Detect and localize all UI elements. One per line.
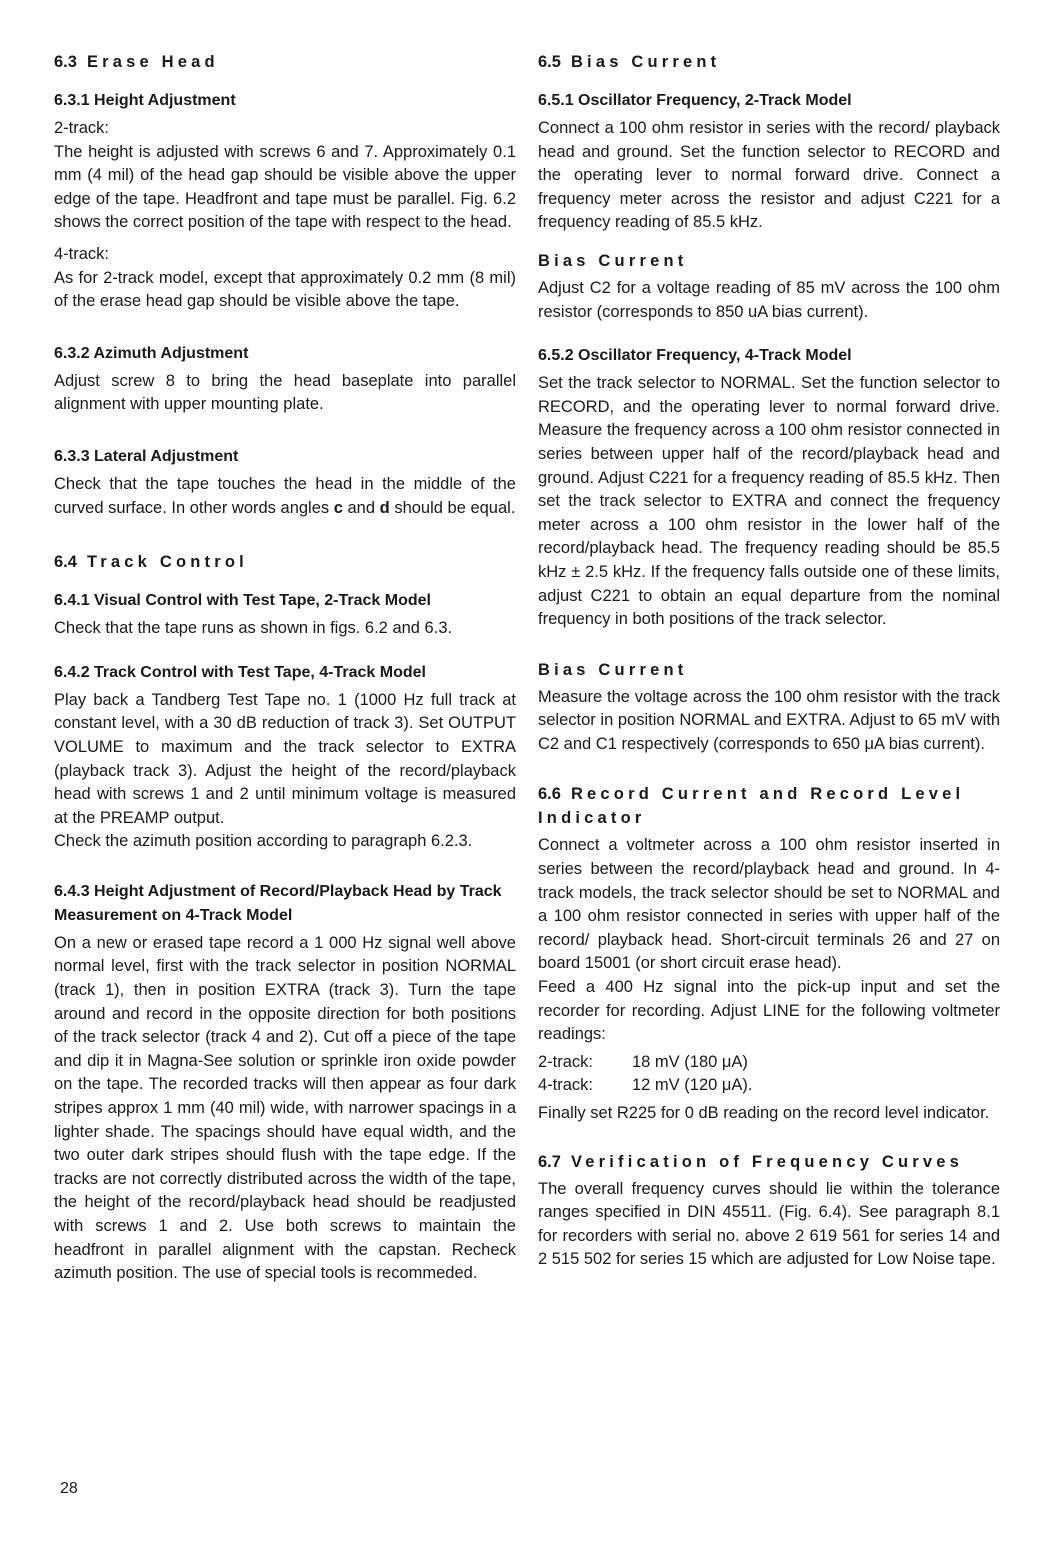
reading-row [538, 1074, 1000, 1098]
angle-d: d [379, 498, 390, 517]
subsection-heading-6-5-2: 6.5.2 Oscillator Frequency, 4-Track Model [538, 347, 852, 365]
subsection-heading-6-5-1: 6.5.1 Oscillator Frequency, 2-Track Model [538, 92, 852, 109]
angle-c: c [333, 498, 343, 517]
section-title: Bias Current [570, 53, 721, 71]
section-heading-6-5 [538, 50, 1000, 74]
section-title: Track Control [86, 553, 248, 572]
reading-label: 2-track: [538, 1052, 594, 1071]
paragraph: Set the track selector to NORMAL. Set the function selector to RECORD, and the operating lever to normal forward drive. Measure the frequency across a 100 ohm resistor connected in series between upper half of the record/playback head and ground. Adjust C221 for a frequency reading of 85.5 kHz. Then set the track selector to EXTRA and connect the frequency meter across a 100 ohm resistor in the lower half of the record/playback head. The frequency reading should be 85.5 kHz ± 2.5 kHz. If the frequency falls outside one of these limits, adjust C221 to obtain an equal departure from the nominal frequency in both positions of the track selector. [538, 374, 1000, 629]
paragraph: The height is adjusted with screws 6 and 7. Approximately 0.1 mm (4 mil) of the head gap should be visible above the upper edge of the tape. Headfront and tape must be parallel. Fig. 6.2 shows the correct position of the tape with respect to the head. [54, 142, 516, 232]
reading-value: 18 mV (180 μA) [632, 1052, 748, 1071]
reading-value: 12 mV (120 μA). [632, 1076, 753, 1095]
section-heading-6-6 [538, 782, 1000, 830]
reading-row [538, 1051, 1000, 1075]
paragraph: On a new or erased tape record a 1 000 Hz signal well above normal level, first with the track selector in position NORMAL (track 1), then in position EXTRA (track 3). Turn the tape around and record in the opposite direction for both positions of the track selector (track 4 and 2). Cut off a piece of the tape and dip it in Magna-See solution or sprinkle iron oxide powder on the tape. The recorded tracks will then appear as four dark stripes approx 1 mm (40 mil) wide, with narrower spacings in a lighter shade. The spacings should have equal width, and the two outer dark stripes should flush with the tape edge. If the tracks are not correctly distributed across the width of the tape, the height of the record/playback head should be readjusted with screws 1 and 2. Use both screws to maintain the headfront in parallel alignment with the capstan. Recheck azimuth position. The use of special tools is recommeded. [54, 933, 516, 1283]
text-run: Check that the tape touches the head in the middle of the curved surface. In other words angles [54, 474, 516, 517]
section-number: 6.7 [538, 1152, 561, 1171]
section-heading-6-7 [538, 1150, 1000, 1174]
paragraph: Play back a Tandberg Test Tape no. 1 (1000 Hz full track at constant level, with a 30 dB reduction of track 3). Set OUTPUT VOLUME to maximum and the track selector to EXTRA (playback track 3). Adjust the height of the record/playback head with screws 1 and 2 until minimum voltage is measured at the PREAMP output. [54, 690, 516, 827]
subsection-heading-6-3-1: 6.3.1 Height Adjustment [54, 92, 236, 109]
paragraph: Finally set R225 for 0 dB reading on the record level indicator. [538, 1104, 990, 1122]
right-column [538, 50, 1000, 1292]
paragraph [54, 473, 516, 520]
text-run: should be equal. [394, 498, 516, 517]
section-number: 6.6 [538, 785, 561, 804]
paragraph: Measure the voltage across the 100 ohm resistor with the track selector in position NORMAL and EXTRA. Adjust to 65 mV with C2 and C1 respectively (corresponds to 650 μA bias current). [538, 687, 1000, 753]
section-number: 6.3 [54, 53, 77, 71]
text-run: and [342, 498, 380, 517]
reading-label: 4-track: [538, 1076, 594, 1095]
paragraph: Feed a 400 Hz signal into the pick-up input and set the recorder for recording. Adjust LINE for the following voltmeter readings: [538, 978, 1000, 1044]
section-heading-6-3 [54, 50, 516, 74]
bias-current-heading: Bias Current [538, 660, 688, 679]
paragraph: As for 2-track model, except that approximately 0.2 mm (8 mil) of the erase head gap should be visible above the tape. [54, 268, 516, 311]
section-title: Erase Head [86, 53, 219, 71]
subsection-heading-6-4-2: 6.4.2 Track Control with Test Tape, 4-Track Model [54, 663, 426, 681]
paragraph: 4-track: [54, 244, 110, 263]
subsection-heading-6-3-3: 6.3.3 Lateral Adjustment [54, 447, 239, 465]
section-number: 6.5 [538, 53, 561, 71]
section-number: 6.4 [54, 553, 77, 572]
section-title: Record Current and Record Level Indicator [538, 785, 965, 828]
subsection-heading-6-3-2: 6.3.2 Azimuth Adjustment [54, 344, 249, 362]
paragraph: Connect a voltmeter across a 100 ohm resistor inserted in series between the record/playback head and ground. In 4-track models, the track selector should be set to NORMAL and a 100 ohm resistor connected in series with upper half of the record/ playback head. Short-circuit terminals 26 and 27 on board 15001 (or short circuit erase head). [538, 836, 1000, 973]
paragraph: The overall frequency curves should lie within the tolerance ranges specified in DIN 45511. (Fig. 6.4). See paragraph 8.1 for recorders with serial no. above 2 619 561 for series 14 and 2 515 502 for series 15 which are adjusted for Low Noise tape. [538, 1179, 1000, 1269]
subsection-heading-6-4-1: 6.4.1 Visual Control with Test Tape, 2-Track Model [54, 592, 431, 610]
section-heading-6-4 [54, 550, 516, 574]
left-column [54, 50, 516, 1306]
paragraph: Adjust screw 8 to bring the head baseplate into parallel alignment with upper mounting plate. [54, 371, 516, 414]
paragraph: Adjust C2 for a voltage reading of 85 mV across the 100 ohm resistor (corresponds to 850 uA bias current). [538, 278, 1000, 321]
section-title: Verification of Frequency Curves [570, 1152, 963, 1171]
paragraph: Connect a 100 ohm resistor in series with the record/ playback head and ground. Set the function selector to RECORD and the operating lever to normal forward drive. Connect a frequency meter across the resistor and adjust C221 for a frequency reading of 85.5 kHz. [538, 119, 1000, 232]
paragraph: Check that the tape runs as shown in figs. 6.2 and 6.3. [54, 619, 453, 638]
subsection-heading-6-4-3: 6.4.3 Height Adjustment of Record/Playback Head by Track Measurement on 4-Track Model [54, 882, 502, 924]
bias-current-heading: Bias Current [538, 251, 688, 270]
page-number: 28 [60, 1480, 78, 1497]
paragraph: 2-track: [54, 119, 110, 137]
paragraph: Check the azimuth position according to paragraph 6.2.3. [54, 832, 473, 851]
